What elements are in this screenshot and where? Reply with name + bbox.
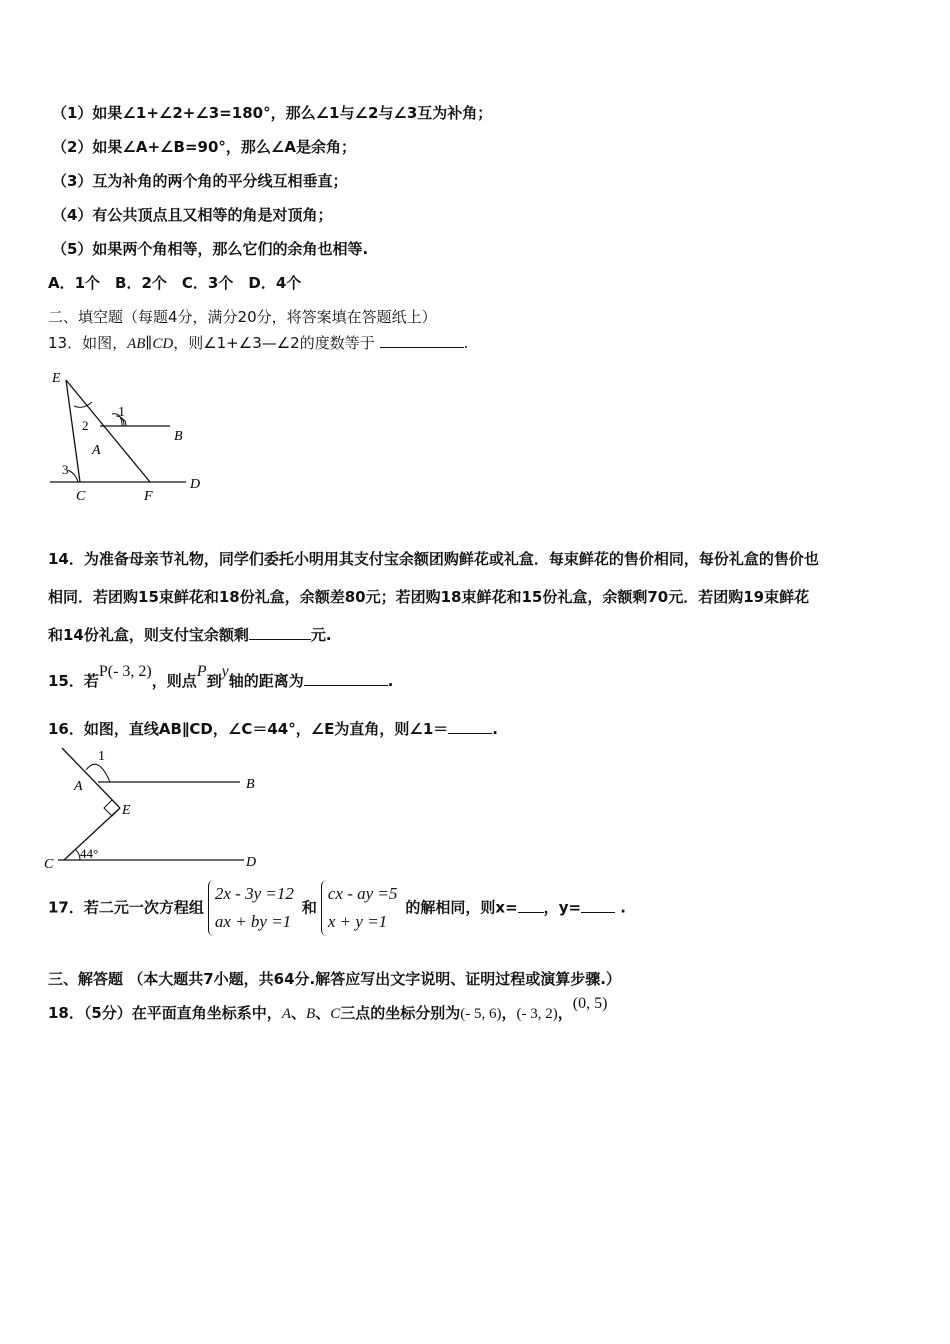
q16-label-d: D xyxy=(246,855,257,870)
statement-4: （4）有公共顶点且又相等的角是对顶角； xyxy=(52,206,333,224)
statement-2: （2）如果∠A+∠B=90°，那么∠A是余角； xyxy=(52,138,356,156)
q14-answer-blank[interactable] xyxy=(249,625,311,640)
q13-text: 13．如图，AB∥CD，则∠1+∠3—∠2的度数等于 . xyxy=(48,334,469,352)
statement-1: （1）如果∠1+∠2+∠3=180°，那么∠1与∠2与∠3互为补角； xyxy=(52,104,493,122)
q16-label-b: B xyxy=(246,777,255,792)
q17-system-1: 2x - 3y =12 ax + by =1 xyxy=(208,880,294,936)
q15-point: P(- 3, 2) xyxy=(98,663,152,680)
q16-label-e: E xyxy=(122,803,131,818)
q13-label-3: 3 xyxy=(62,462,69,477)
q16-answer-blank[interactable] xyxy=(448,719,492,734)
q16-label-c: C xyxy=(44,857,54,872)
q18-text: 18．（5分）在平面直角坐标系中，A、B、C三点的坐标分别为(- 5, 6)，(- 3, 2)，(0, 5) xyxy=(48,995,608,1022)
q16-label-a: A xyxy=(74,779,83,794)
q17-text: 17．若二元一次方程组2x - 3y =12 ax + by =1和cx - ay =5 x + y =1的解相同，则x= ，y= . xyxy=(48,880,626,936)
q13-answer-blank[interactable] xyxy=(380,333,464,348)
q17-x-blank[interactable] xyxy=(518,898,544,913)
q13-label-1: 1 xyxy=(118,405,125,420)
q14-line3: 和14份礼盒，则支付宝余额剩 元. xyxy=(48,626,332,644)
q13-label-e: E xyxy=(52,371,61,386)
q18-point-a: (- 5, 6) xyxy=(460,1006,502,1022)
q15-answer-blank[interactable] xyxy=(304,671,388,686)
q16-label-1: 1 xyxy=(98,749,105,764)
q13-parallel: AB∥CD xyxy=(127,336,174,352)
q15-text: 15．若P(- 3, 2)，则点P到y轴的距离为 . xyxy=(48,663,394,690)
q17-y-blank[interactable] xyxy=(581,898,615,913)
statement-5: （5）如果两个角相等，那么它们的余角也相等. xyxy=(52,240,369,258)
q13-figure xyxy=(40,366,240,506)
statement-3: （3）互为补角的两个角的平分线互相垂直； xyxy=(52,172,348,190)
q16-label-44: 44° xyxy=(80,846,99,861)
q18-point-b: (- 3, 2) xyxy=(516,1006,558,1022)
section2-title: 二、填空题（每题4分，满分20分，将答案填在答题纸上） xyxy=(48,308,437,326)
q13-label-c: C xyxy=(76,489,86,504)
section3-title: 三、解答题 （本大题共7小题，共64分.解答应写出文字说明、证明过程或演算步骤.） xyxy=(48,970,621,988)
q17-system-2: cx - ay =5 x + y =1 xyxy=(321,880,398,936)
q13-label-b: B xyxy=(174,429,183,444)
q16-figure xyxy=(40,744,270,874)
q13-label-d: D xyxy=(190,477,201,492)
q16-text: 16．如图，直线AB∥CD，∠C＝44°，∠E为直角，则∠1＝ . xyxy=(48,720,498,738)
q13-label-f: F xyxy=(144,489,153,504)
q12-options: A．1个 B．2个 C．3个 D．4个 xyxy=(48,274,302,292)
q18-point-c: (0, 5) xyxy=(572,995,608,1012)
q14-line1: 14．为准备母亲节礼物，同学们委托小明用其支付宝余额团购鲜花或礼盒．每束鲜花的售价相同，每份礼盒的售价也 xyxy=(48,550,819,568)
q13-label-a: A xyxy=(92,443,101,458)
q13-label-2: 2 xyxy=(82,418,89,433)
q14-line2: 相同．若团购15束鲜花和18份礼盒，余额差80元；若团购18束鲜花和15份礼盒，余额剩70元．若团购19束鲜花 xyxy=(48,588,810,606)
